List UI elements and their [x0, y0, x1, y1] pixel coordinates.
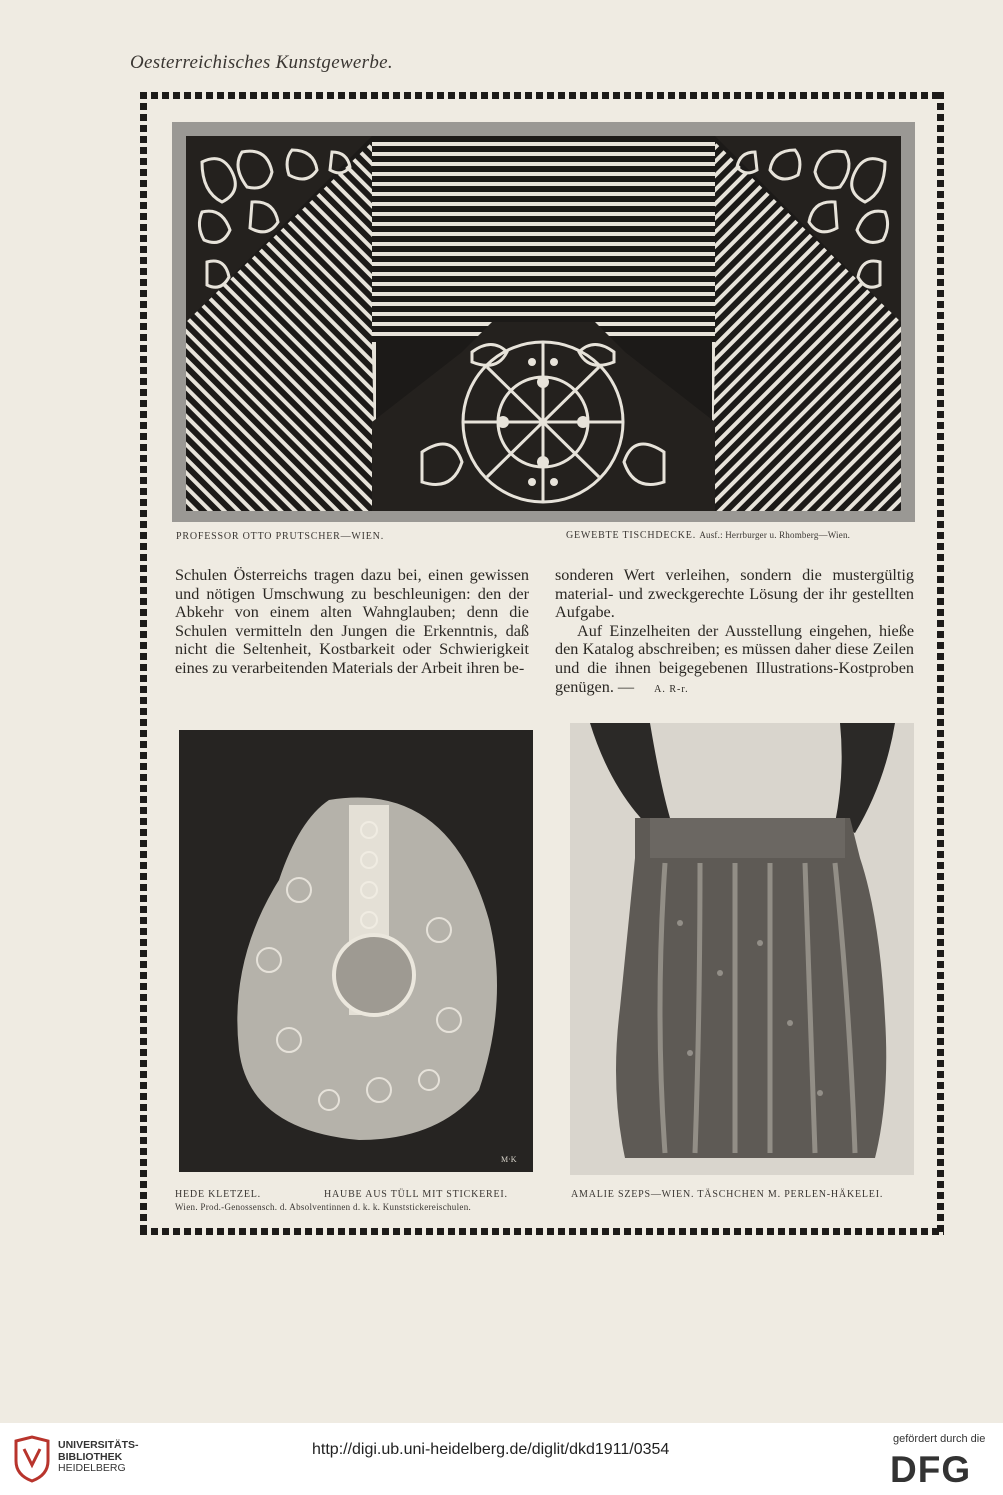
library-name-line-1: UNIVERSITÄTS-	[58, 1439, 139, 1451]
library-footer	[0, 1423, 1003, 1495]
top-caption-title	[566, 530, 850, 541]
bag-illustration	[570, 723, 914, 1175]
bonnet-illustration	[179, 730, 533, 1172]
frame-bottom-border	[140, 1228, 944, 1235]
sponsor-text: gefördert durch die	[893, 1433, 986, 1445]
bonnet-caption-title: HAUBE AUS TÜLL MIT STICKEREI.	[324, 1189, 508, 1200]
frame-left-border	[140, 92, 147, 1235]
library-name-line-2: BIBLIOTHEK	[58, 1450, 123, 1463]
left-column-paragraph: Schulen Österreichs tragen dazu bei, einen gewissen und nötigen Umschwung zu beschleunigen: den der Abkehr von einem alten Wahnglauben; denn die Schulen vermitteln den Jungen die Erkenntnis, daß nicht die Seltenheit, Kostbarkeit oder Schwierigkeit eines zu verarbeitenden Materials der Arbeit ihren be-	[175, 566, 529, 677]
bonnet-photo	[179, 730, 533, 1172]
right-column-paragraph-2	[555, 622, 914, 699]
dfg-logo: DFG	[890, 1449, 972, 1490]
bonnet-caption-artist: HEDE KLETZEL.	[175, 1189, 261, 1200]
bag-photo	[570, 723, 914, 1175]
text-column-right	[555, 566, 914, 699]
top-caption-credit: Ausf.: Herrburger u. Rhomberg—Wien.	[699, 530, 851, 540]
right-column-paragraph-1: sonderen Wert verleihen, sondern die mustergültig material- und zweckgerechte Lösung der ihr gestellten Aufgabe.	[555, 566, 914, 622]
right-column-paragraph-2-text: Auf Einzelheiten der Ausstellung eingehen, hieße den Katalog abschreiben; es müssen daher diese Zeilen und die ihnen beigegebenen Illustrations-Kostproben genügen. —	[555, 621, 914, 696]
frame-top-border	[140, 92, 944, 99]
library-name-line-3: HEIDELBERG	[58, 1462, 126, 1474]
running-title: Oesterreichisches Kunstgewerbe.	[130, 52, 393, 73]
bonnet-caption-credit: Wien. Prod.-Genossensch. d. Absolventinnen d. k. k. Kunststickereischulen.	[175, 1202, 472, 1212]
tablecloth-pattern	[172, 122, 915, 522]
top-caption-object: GEWEBTE TISCHDECKE.	[566, 530, 697, 541]
permalink-url[interactable]: http://digi.ub.uni-heidelberg.de/diglit/dkd1911/0354	[312, 1441, 670, 1458]
tablecloth-photo	[172, 122, 915, 522]
top-caption-artist: PROFESSOR OTTO PRUTSCHER—WIEN.	[176, 531, 385, 542]
frame-right-border	[937, 92, 944, 1235]
bag-caption: AMALIE SZEPS—WIEN. TÄSCHCHEN M. PERLEN-HÄKELEI.	[571, 1189, 884, 1200]
author-signature: A. R-r.	[654, 683, 689, 695]
library-seal-icon	[12, 1435, 52, 1483]
text-column-left	[175, 566, 529, 678]
library-name	[58, 1440, 139, 1475]
bonnet-monogram: M·K	[501, 1155, 517, 1164]
